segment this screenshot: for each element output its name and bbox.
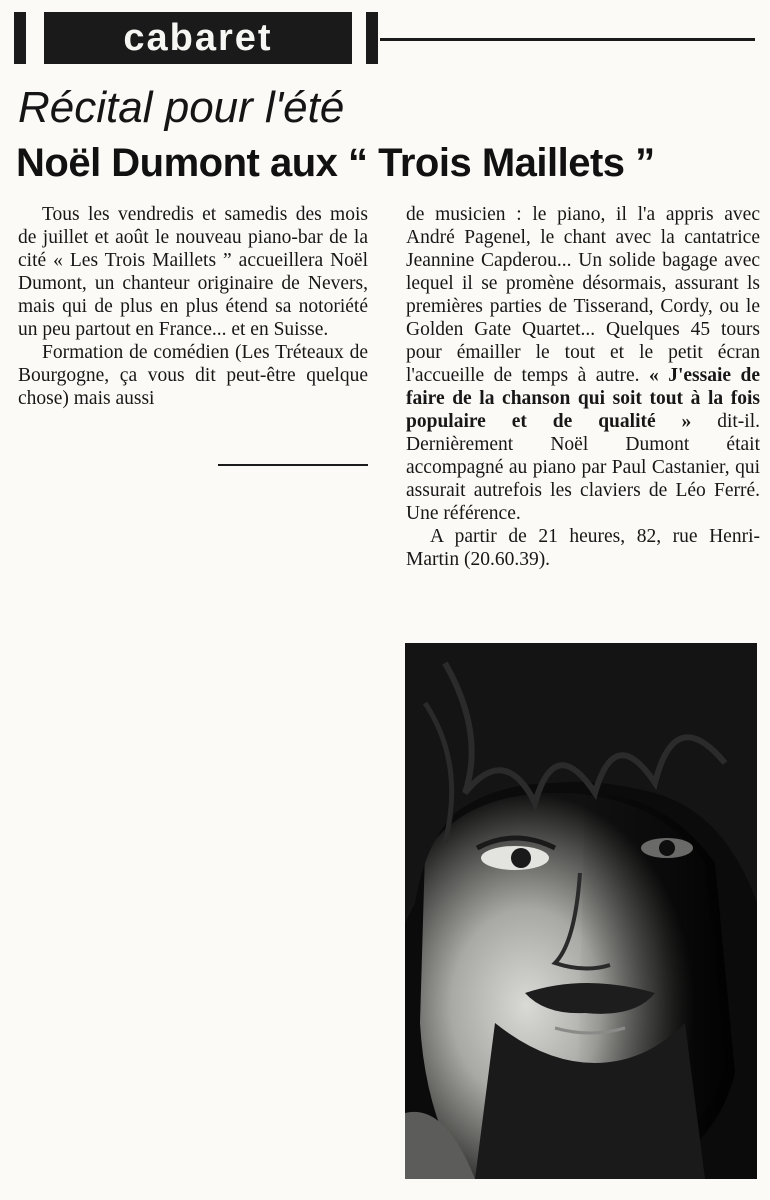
- paragraph-formation: Formation de comédien (Les Tréteaux de Bourgogne, ça vous dit peut-être quelque chose) mais aussi: [18, 342, 368, 409]
- column-end-rule: [218, 464, 368, 466]
- section-label: cabaret: [44, 12, 352, 64]
- portrait-photo: [405, 643, 757, 1179]
- paragraph-intro: Tous les vendredis et samedis des mois de juillet et août le nouveau piano-bar de la cité « Les Trois Maillets ” accueillera Noël Dumont, un chanteur originaire de Nevers, mais qui de plus en plus étend sa notoriété un peu partout en France... et en Suisse.: [18, 204, 368, 340]
- section-rule: [380, 38, 755, 41]
- paragraph-reference: dit-il. Dernièrement Noël Dumont était accompagné au piano par Paul Castanier, qui assurait autrefois les claviers de Léo Ferré. Une référence.: [406, 411, 761, 524]
- article-column-left: [18, 203, 368, 410]
- section-header: [14, 12, 762, 66]
- paragraph-continued: [406, 203, 760, 525]
- paragraph-practical-info: A partir de 21 heures, 82, rue Henri-Martin (20.60.39).: [406, 526, 760, 570]
- article-headline: Noël Dumont aux “ Trois Maillets ”: [16, 141, 655, 185]
- paragraph-musician: de musicien : le piano, il l'a appris avec André Pagenel, le chant avec la cantatrice Jeannine Capderou... Un solide bagage avec lequel il se promène désormais, assurant ls premières parties de Tisserand, Cordy, ou le Golden Gate Quartet... Quelques 45 tours pour émailler le tout et le petit écran l'accueille de temps à autre.: [406, 204, 760, 386]
- article-column-right: [406, 203, 760, 571]
- pull-quote: « J'essaie de faire de la chanson qui soit tout à la fois populaire et de qualité »: [406, 365, 761, 432]
- section-bar-right-block: [366, 12, 378, 64]
- article-kicker: Récital pour l'été: [18, 83, 345, 132]
- section-bar-left-block: [14, 12, 26, 64]
